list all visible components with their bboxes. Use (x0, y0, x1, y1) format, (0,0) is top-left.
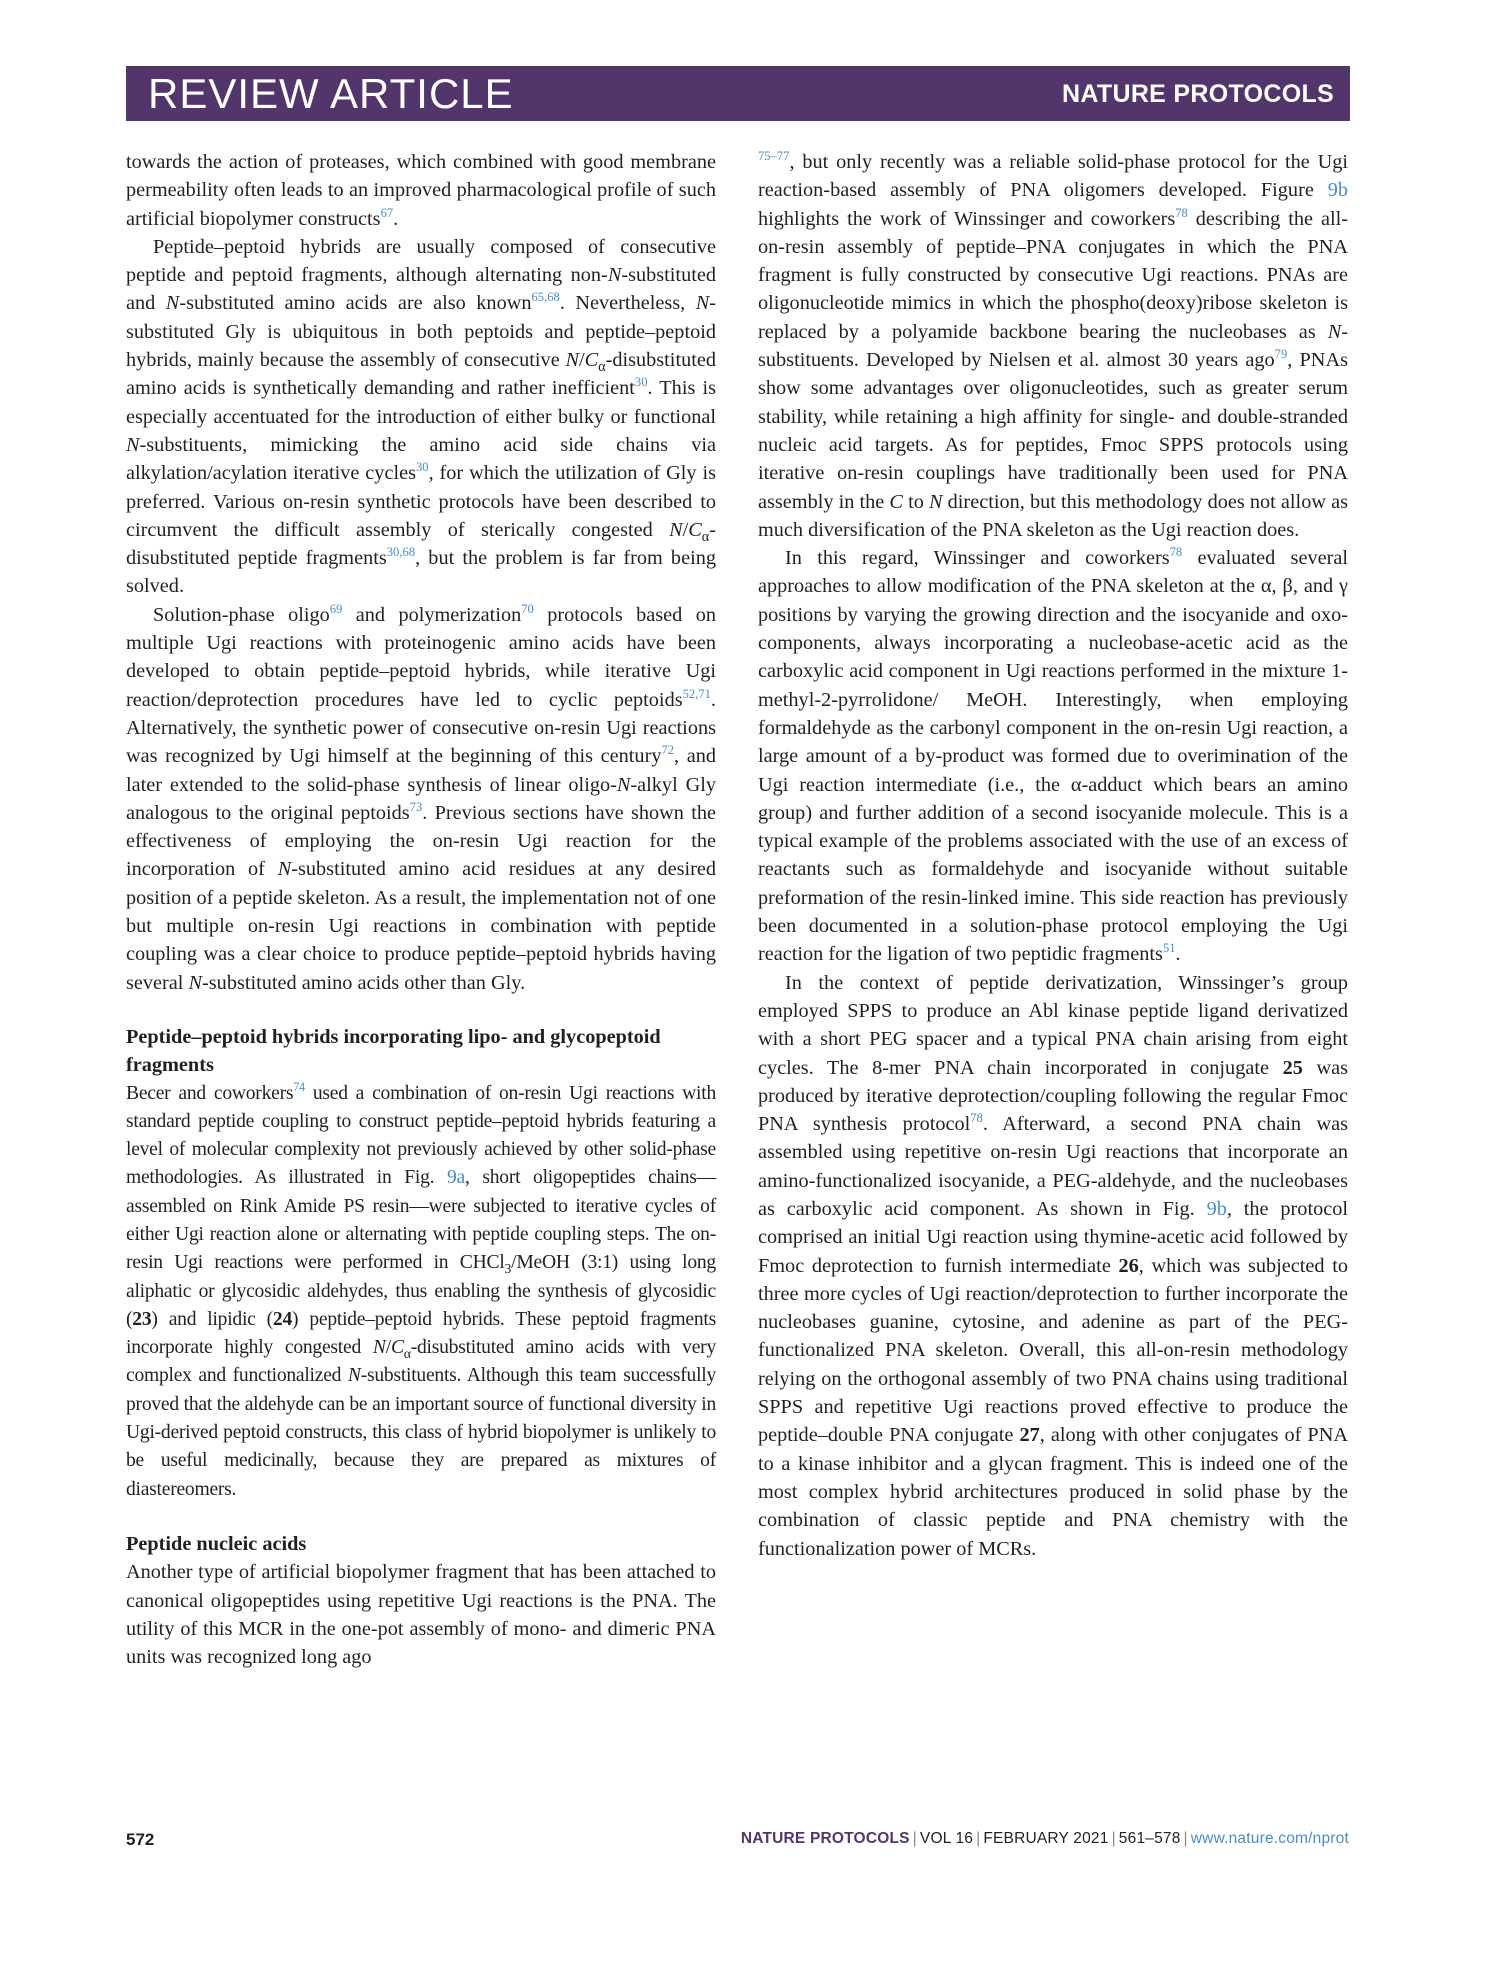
paragraph: Peptide–peptoid hybrids are usually composed of consecutive peptide and peptoid fragments, although alternating non-N-substituted and N-substituted amino acids are also known$^{65,68}$. Nevertheless, N-substituted Gly is ubiquitous in both peptoids and peptide–peptoid hybrids, mainly because the assembly of consecutive $N/C_\alpha$-disubstituted amino acids is synthetically demanding and rather inefficient$^{30}$. This is especially accentuated for the introduction of either bulky or functional N-substituents, mimicking the amino acid side chains via alkylation/acylation iterative cycles$^{30}$, for which the utilization of Gly is preferred. Various on-resin synthetic protocols have been described to circumvent the difficult assembly of sterically congested $N/C_\alpha$-disubstituted peptide fragments$^{30,68}$, but the problem is far from being solved. (126, 235, 717, 598)
journal-name: NATURE PROTOCOLS (1062, 80, 1334, 108)
paragraph: Another type of artificial biopolymer fragment that has been attached to canonical oligopeptides using repetitive Ugi reactions is the PNA. The utility of this MCR in the one-pot assembly of mono- and dimeric PNA units was recognized long ago (126, 1561, 716, 1669)
left-column (126, 148, 716, 1671)
figure-link[interactable]: 9b (1327, 179, 1348, 202)
reference-link[interactable]: 72 (661, 743, 675, 758)
footer-volume: VOL 16 (919, 1830, 974, 1847)
section-label: REVIEW ARTICLE (148, 70, 514, 117)
paragraph: In this regard, Winssinger and coworkers$^{78}$ evaluated several approaches to allow modification of the PNA skeleton at the α, β, and γ positions by varying the growing direction and the isocyanide and oxo-components, always incorporating a nucleobase-acetic acid as the carboxylic acid component in Ugi reactions performed in the mixture 1-methyl-2-pyrrolidone/ MeOH. Interestingly, when employing formaldehyde as the carbonyl component in the on-resin Ugi reaction, a large amount of a by-product was formed due to overimination of the Ugi reaction intermediate (i.e., the α-adduct which bears an amino group) and further addition of a second isocyanide molecule. This is a typical example of the problems associated with the use of an excess of reactants such as formaldehyde and isocyanide without suitable preformation of the resin-linked imine. This side reaction has previously been documented in a solution-phase protocol employing the Ugi reaction for the ligation of two peptidic fragments$^{51}$. (758, 544, 1348, 966)
reference-link[interactable]: 79 (1274, 346, 1288, 361)
reference-link[interactable]: 52,71 (682, 686, 711, 701)
paragraph: In the context of peptide derivatization, Winssinger’s group employed SPPS to produce an Abl kinase peptide ligand derivatized with a short PEG spacer and a typical PNA chain arising from eight cycles. The 8-mer PNA chain incorporated in conjugate 25 was produced by iterative deprotection/coupling following the regular Fmoc PNA synthesis protocol$^{78}$. Afterward, a second PNA chain was assembled using repetitive on-resin Ugi reactions that incorporate an amino-functionalized isocyanide, a PEG-aldehyde, and the nucleobases as carboxylic acid component. As shown in Fig. 9b, the protocol comprised an initial Ugi reaction using thymine-acetic acid followed by Fmoc deprotection to furnish intermediate 26, which was subjected to three more cycles of Ugi reaction/deprotection to further incorporate the nucleobases guanine, cytosine, and adenine as part of the PEG-functionalized PNA skeleton. Overall, this all-on-resin methodology relying on the orthogonal assembly of two PNA chains using traditional SPPS and repetitive Ugi reactions proved effective to produce the peptide–double PNA conjugate 27, along with other conjugates of PNA to a kinase inhibitor and a glycan fragment. This is indeed one of the most complex hybrid architectures produced in solid phase by the combination of classic peptide and PNA chemistry with the functionalization power of MCRs. (758, 971, 1349, 1560)
paragraph: Becer and coworkers$^{74}$ used a combination of on-resin Ugi reactions with standard peptide coupling to construct peptide–peptoid hybrids featuring a level of molecular complexity not previously achieved by other solid-phase methodologies. As illustrated in Fig. 9a, short oligopeptides chains—assembled on Rink Amide PS resin—were subjected to iterative cycles of either Ugi reaction alone or alternating with peptide coupling steps. The on-resin Ugi reactions were performed in CHCl$_3$/MeOH (3:1) using long aliphatic or glycosidic aldehydes, thus enabling the synthesis of glycosidic (23) and lipidic (24) peptide–peptoid hybrids. These peptoid fragments incorporate highly congested $N/C_\alpha$-disubstituted amino acids with very complex and functionalized N-substituents. Although this team successfully proved that the aldehyde can be an important source of functional diversity in Ugi-derived peptoid constructs, this class of hybrid biopolymer is unlikely to be useful medicinally, because they are prepared as mixtures of diastereomers. (126, 1079, 717, 1500)
footer-pages: 561–578 (1118, 1830, 1181, 1847)
footer-date: FEBRUARY 2021 (983, 1830, 1109, 1847)
reference-link[interactable]: 75–77 (758, 148, 790, 163)
footer-journal: NATURE PROTOCOLS (740, 1830, 910, 1847)
reference-link[interactable]: 78 (1175, 205, 1188, 220)
right-column (758, 148, 1348, 1563)
section-heading: Peptide nucleic acids (126, 1532, 307, 1555)
reference-link[interactable]: 69 (329, 601, 343, 616)
footer-url-link[interactable]: www.nature.com/nprot (1190, 1830, 1349, 1847)
reference-link[interactable]: 74 (293, 1079, 305, 1094)
reference-link[interactable]: 78 (970, 1110, 983, 1125)
figure-link[interactable]: 9a (447, 1167, 465, 1189)
paragraph: towards the action of proteases, which combined with good membrane permeability often leads to an improved pharmacological profile of such artificial biopolymer constructs$^{67}$. (126, 151, 716, 230)
page-header (126, 66, 1350, 121)
page-number: 572 (126, 1830, 155, 1849)
section-heading: Peptide–peptoid hybrids incorporating lipo- and glycopeptoid fragments (126, 1025, 661, 1077)
reference-link[interactable]: 51 (1162, 941, 1176, 956)
reference-link[interactable]: 67 (380, 205, 394, 220)
reference-link[interactable]: 30 (634, 375, 648, 390)
footer-citation: NATURE PROTOCOLS | VOL 16 | FEBRUARY 2021 | 561–578 | www.nature.com/nprot (740, 1830, 1349, 1847)
reference-link[interactable]: 30,68 (386, 544, 416, 559)
figure-link[interactable]: 9b (1206, 1197, 1227, 1220)
paragraph-continued: $^{75-77}$, but only recently was a reliable solid-phase protocol for the Ugi reaction-based assembly of PNA oligomers developed. Figure 9b highlights the work of Winssinger and coworkers$^{78}$ describing the all-on-resin assembly of peptide–PNA conjugates in which the PNA fragment is fully constructed by consecutive Ugi reactions. PNAs are oligonucleotide mimics in which the phospho(deoxy)ribose skeleton is replaced by a polyamide backbone bearing the nucleobases as N-substituents. Developed by Nielsen et al. almost 30 years ago$^{79}$, PNAs show some advantages over oligonucleotides, such as greater serum stability, while retaining a high affinity for single- and double-stranded nucleic acid targets. As for peptides, Fmoc SPPS protocols using iterative on-resin couplings have traditionally been used for PNA assembly in the C to N direction, but this methodology does not allow as much diversification of the PNA skeleton as the Ugi reaction does. (758, 148, 1349, 541)
reference-link[interactable]: 65,68 (531, 290, 560, 305)
reference-link[interactable]: 30 (415, 460, 429, 475)
paragraph: Solution-phase oligo$^{69}$ and polymerization$^{70}$ protocols based on multiple Ugi reactions with proteinogenic amino acids have been developed to obtain peptide–peptoid hybrids, while iterative Ugi reaction/deprotection procedures have led to cyclic peptoids$^{52,71}$. Alternatively, the synthetic power of consecutive on-resin Ugi reactions was recognized by Ugi himself at the beginning of this century$^{72}$, and later extended to the solid-phase synthesis of linear oligo-N-alkyl Gly analogous to the original peptoids$^{73}$. Previous sections have shown the effectiveness of employing the on-resin Ugi reaction for the incorporation of N-substituted amino acid residues at any desired position of a peptide skeleton. As a result, the implementation not of one but multiple on-resin Ugi reactions in combination with peptide coupling was a clear choice to produce peptide–peptoid hybrids having several N-substituted amino acids other than Gly. (126, 601, 716, 994)
reference-link[interactable]: 70 (521, 601, 534, 616)
reference-link[interactable]: 73 (409, 799, 423, 814)
reference-link[interactable]: 78 (1169, 544, 1183, 559)
